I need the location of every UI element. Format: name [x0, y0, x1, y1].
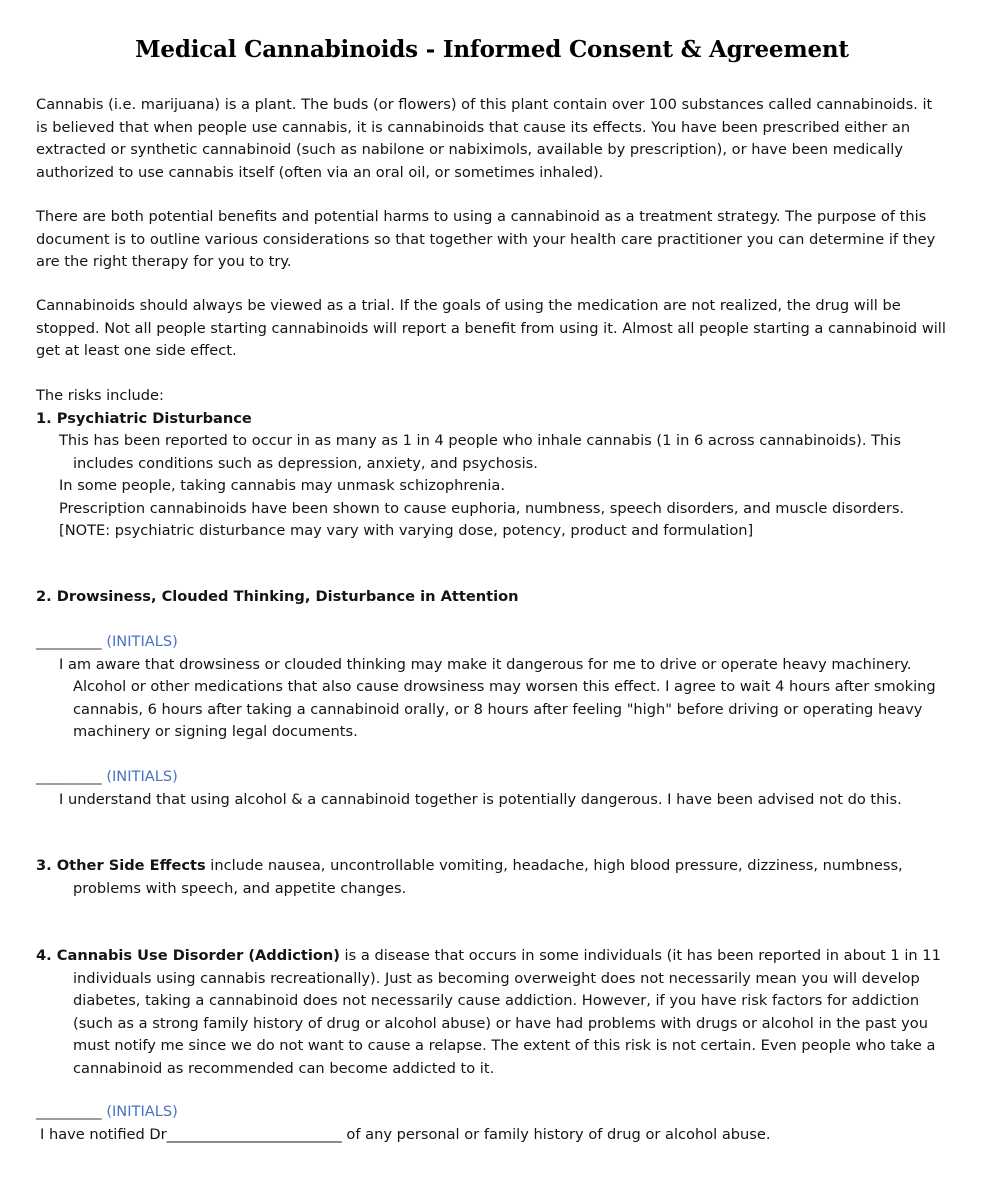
- section-1-heading: 1. Psychiatric Disturbance: [36, 409, 252, 427]
- section-3-text: include nausea, uncontrollable vomiting, headache, high blood pressure, dizziness, numbness, problems with speech, and appetite changes.: [73, 857, 903, 897]
- section-2-initials-1: [36, 631, 948, 744]
- section-2-initials-2: [36, 766, 948, 811]
- intro-text-1: Cannabis (i.e. marijuana) is a plant. The buds (or flowers) of this plant contain over 100 substances called cannabinoids. it is believed that when people use cannabis, it is cannabinoids that cause its effects. You have been prescribed either an extracted or synthetic cannabinoid (such as nabilone or nabiximols, available by prescription), or have been medically authorized to use cannabis itself (often via an oral oil, or sometimes inhaled).: [36, 96, 933, 181]
- initials-field[interactable]: _________: [36, 633, 102, 650]
- intro-paragraph-1: [36, 94, 948, 184]
- doctor-name-field[interactable]: ________________________: [166, 1125, 342, 1143]
- risks-intro: The risks include:: [36, 387, 164, 404]
- section-2-statement-1: I am aware that drowsiness or clouded thinking may make it dangerous for me to drive or operate heavy machinery. Alcohol or other medications that also cause drowsiness may worsen this effect. I agree to wait 4 hours after smoking cannabis, 6 hours after taking a cannabinoid orally, or 8 hours after feeling "high" before driving or operating heavy machinery or signing legal documents.: [59, 655, 936, 740]
- section-4: [36, 945, 948, 1080]
- section-3-heading: 3. Other Side Effects: [36, 857, 206, 874]
- section-4-initials: [36, 1101, 948, 1146]
- initials-field[interactable]: _________: [36, 1103, 102, 1120]
- section-2: [36, 586, 948, 609]
- intro-paragraph-2: [36, 206, 948, 274]
- section-3: [36, 855, 948, 900]
- notified-statement: [36, 1124, 948, 1147]
- section-4-text: is a disease that occurs in some individuals (it has been reported in about 1 in 11 individuals using cannabis recreationally). Just as becoming overweight does not necessarily mean you will develop diabetes, taking a cannabinoid does not necessarily cause addiction. However, if you have risk factors for addiction (such as a strong family history of drug or alcohol abuse) or have had problems with drugs or alcohol in the past you must notify me since we do not want to cause a relapse. The extent of this risk is not certain. Even people who take a cannabinoid as recommended can become addicted to it.: [73, 947, 941, 1077]
- intro-text-3: Cannabinoids should always be viewed as a trial. If the goals of using the medication are not realized, the drug will be stopped. Not all people starting cannabinoids will report a benefit from using it. Almost all people starting a cannabinoid will get at least one side effect.: [36, 297, 946, 359]
- notified-prefix: I have notified Dr: [40, 1125, 167, 1143]
- intro-paragraph-3: [36, 295, 948, 363]
- section-1-line-3: Prescription cannabinoids have been shown to cause euphoria, numbness, speech disorders, and muscle disorders.: [59, 499, 905, 517]
- initials-field[interactable]: _________: [36, 768, 102, 785]
- section-2-heading: 2. Drowsiness, Clouded Thinking, Disturbance in Attention: [36, 588, 519, 605]
- intro-text-2: There are both potential benefits and potential harms to using a cannabinoid as a treatment strategy. The purpose of this document is to outline various considerations so that together with your health care practitioner you can determine if they are the right therapy for you to try.: [36, 208, 936, 270]
- section-1-line-2: In some people, taking cannabis may unmask schizophrenia.: [59, 477, 505, 494]
- section-1-line-4: [NOTE: psychiatric disturbance may vary with varying dose, potency, product and formulation]: [59, 522, 754, 539]
- document-title: Medical Cannabinoids - Informed Consent & Agreement: [135, 36, 849, 63]
- initials-label: (INITIALS): [106, 1103, 178, 1120]
- initials-label: (INITIALS): [106, 768, 178, 785]
- initials-label: (INITIALS): [106, 633, 178, 650]
- risks-section: [36, 385, 948, 543]
- notified-suffix: of any personal or family history of drug or alcohol abuse.: [341, 1125, 771, 1143]
- section-2-statement-2: I understand that using alcohol & a cannabinoid together is potentially dangerous. I have been advised not do this.: [59, 790, 902, 808]
- section-4-heading: 4. Cannabis Use Disorder (Addiction): [36, 947, 340, 964]
- section-1-line-1: This has been reported to occur in as many as 1 in 4 people who inhale cannabis (1 in 6 across cannabinoids). This includes conditions such as depression, anxiety, and psychosis.: [59, 432, 901, 472]
